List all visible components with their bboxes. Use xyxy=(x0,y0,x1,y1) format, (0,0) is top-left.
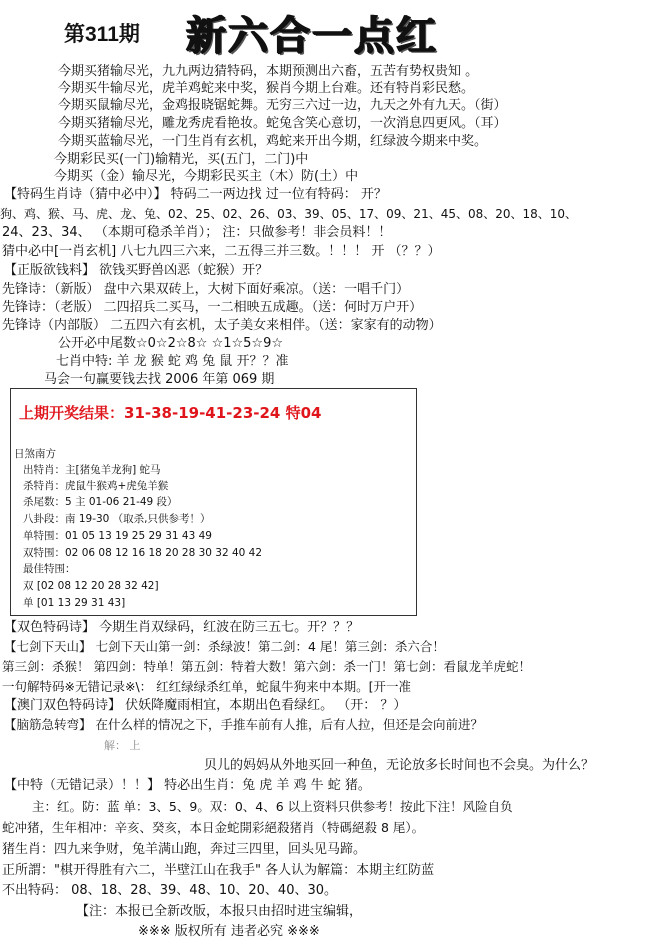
result-row: 最佳特围： xyxy=(23,563,76,575)
text-line: 今期买猪输尽光，雕龙秀虎看艳妆。蛇兔含笑心意切，一次消息四更风。（耳） xyxy=(58,116,507,131)
text-line: 正所謂："棋开得胜有六二，半壁江山在我手" 各人认为解篇：本期主红防蓝 xyxy=(2,863,435,878)
text-line: 今期买猪输尽光，九九两边猜特码，本期预测出六畜，五苦有势权贵知 。 xyxy=(58,64,479,79)
text-line: 贝儿的妈妈从外地买回一种鱼，无论放多长时间也不会臭。为什么？ xyxy=(204,758,595,773)
text-line: 今期买（金）输尽光，今期彩民买主（木）防(土）中 xyxy=(54,169,359,184)
text-line: 一句解特码※无错记录※\： 红红绿绿杀红单，蛇鼠牛狗来中本期。[开一准 xyxy=(2,679,412,694)
result-row: 双特围：02 06 08 12 16 18 20 28 30 32 40 42 xyxy=(23,547,263,559)
text-line: 狗、鸡、猴、马、虎、龙、兔、02、25、02、26、03、39、05、17、09、21、45、08、20、18、10、 xyxy=(0,207,578,221)
section-heading: 【澳门双色特码诗】 伏妖降魔雨相宜，本期出色看绿红。 （开： ？） xyxy=(4,698,407,713)
result-row: 双 [02 08 12 20 28 32 42] xyxy=(23,580,159,592)
result-row: 杀特肖：虎鼠牛猴鸡+虎兔羊猴 xyxy=(23,480,169,492)
copyright: ※※※ 版权所有 违者必究 ※※※ xyxy=(138,924,320,939)
text-line: 先锋诗（内部版） 二五四六有玄机，太子美女来相伴。（送：家家有的动物） xyxy=(2,318,442,333)
section-heading: 【脑筋急转弯】 在什么样的情况之下，手推车前有人推，后有人拉，但还是会向前进？ xyxy=(4,717,483,732)
text-line: 24、23、34、 （本期可稳杀羊肖）； 注：只做参考！非会员料！！ xyxy=(2,225,392,240)
faded-text: 解： 上 xyxy=(104,739,141,752)
text-line: 今期买牛输尽光，虎羊鸡蛇来中奖，猴肖今期上台难。还有特肖彩民愁。 xyxy=(58,81,475,96)
text-line: 第三剑：杀猴！ 第四剑：特单！第五剑：特着大数！第六剑：杀一门！第七剑：看鼠龙羊虎蛇！ xyxy=(2,659,531,674)
section-heading: 【双色特码诗】 今期生肖双绿码，红波在防三五七。开？？？ xyxy=(4,620,360,635)
section-heading: 【中特（无错记录）！！】 特必出生肖：兔 虎 羊 鸡 牛 蛇 猪。 xyxy=(4,778,371,793)
result-row: 日煞南方 xyxy=(14,448,56,460)
section-heading: 【正版欲钱料】 欲钱买野兽凶恶（蛇猴）开？ xyxy=(4,263,269,278)
result-row: 单特围：01 05 13 19 25 29 31 43 49 xyxy=(23,530,212,542)
text-line: 蛇冲猪，生年相冲：辛亥、癸亥，本日金蛇開彩絕殺猪肖（特碼絕殺 8 尾）。 xyxy=(2,820,425,835)
text-line: 主：红。防：蓝 单：3、5、9。双：0、4、6 以上资料只供参考！按此下注！风险自负 xyxy=(32,799,513,814)
text-line: 猪生肖：四九来争财，兔羊满山跑，奔过三四里，回头见马蹄。 xyxy=(2,842,367,857)
text-line: 公开必中尾数☆0☆2☆8☆ ☆1☆5☆9☆ xyxy=(58,336,283,351)
text-line: 今期彩民买(一门)输精光，买(五门，二门)中 xyxy=(54,152,309,167)
page-title: 新六合一点红 xyxy=(186,13,438,59)
result-row: 单 [01 13 29 31 43] xyxy=(23,597,126,609)
result-row: 杀尾数：5 主 01-06 21-49 段） xyxy=(23,496,178,508)
text-line: 马会一句赢要钱去找 2006 年第 069 期 xyxy=(44,372,275,387)
text-line: 不出特码： 08、18、28、39、48、10、20、40、30。 xyxy=(2,883,338,898)
result-row: 八卦段：南 19-30 （取杀,只供参考！） xyxy=(23,513,211,525)
result-row: 出特肖：主[猪兔羊龙狗] 蛇马 xyxy=(23,464,161,476)
text-line: 猜中必中[一肖玄机] 八七九四三六来，二五得三并三数。！！！ 开 （？？） xyxy=(2,244,441,259)
text-line: 七肖中特: 羊 龙 猴 蛇 鸡 兔 鼠 开？？准 xyxy=(56,354,289,369)
last-draw-result: 上期开奖结果：31-38-19-41-23-24 特04 xyxy=(19,404,322,422)
section-heading: 【七剑下天山】 七剑下天山第一剑：杀绿波！第二剑：4 尾！第三剑：杀六合！ xyxy=(4,639,445,654)
notice: 【注：本报已全新改版，本报只由招时进宝编辑， xyxy=(76,904,363,919)
section-heading: 【特码生肖诗（猜中必中）】 特码二一两边找 过一位有特码： 开？ xyxy=(4,187,387,202)
text-line: 今期买蓝输尽光，一门生肖有玄机，鸡蛇来开出今期，红绿波今期来中奖。 xyxy=(58,134,488,149)
text-line: 先锋诗：（新版） 盘中六果双砖上，大树下面好乘凉。（送：一唱千门） xyxy=(2,282,410,297)
issue-number: 第311期 xyxy=(64,23,140,46)
text-line: 先锋诗：（老版） 二四招兵二买马，一二相映五成趣。（送：何时万户开） xyxy=(2,300,423,315)
text-line: 今期买鼠输尽光，金鸡报晓锯蛇舞。无穷三六过一边，九天之外有九天。（街） xyxy=(58,98,507,113)
